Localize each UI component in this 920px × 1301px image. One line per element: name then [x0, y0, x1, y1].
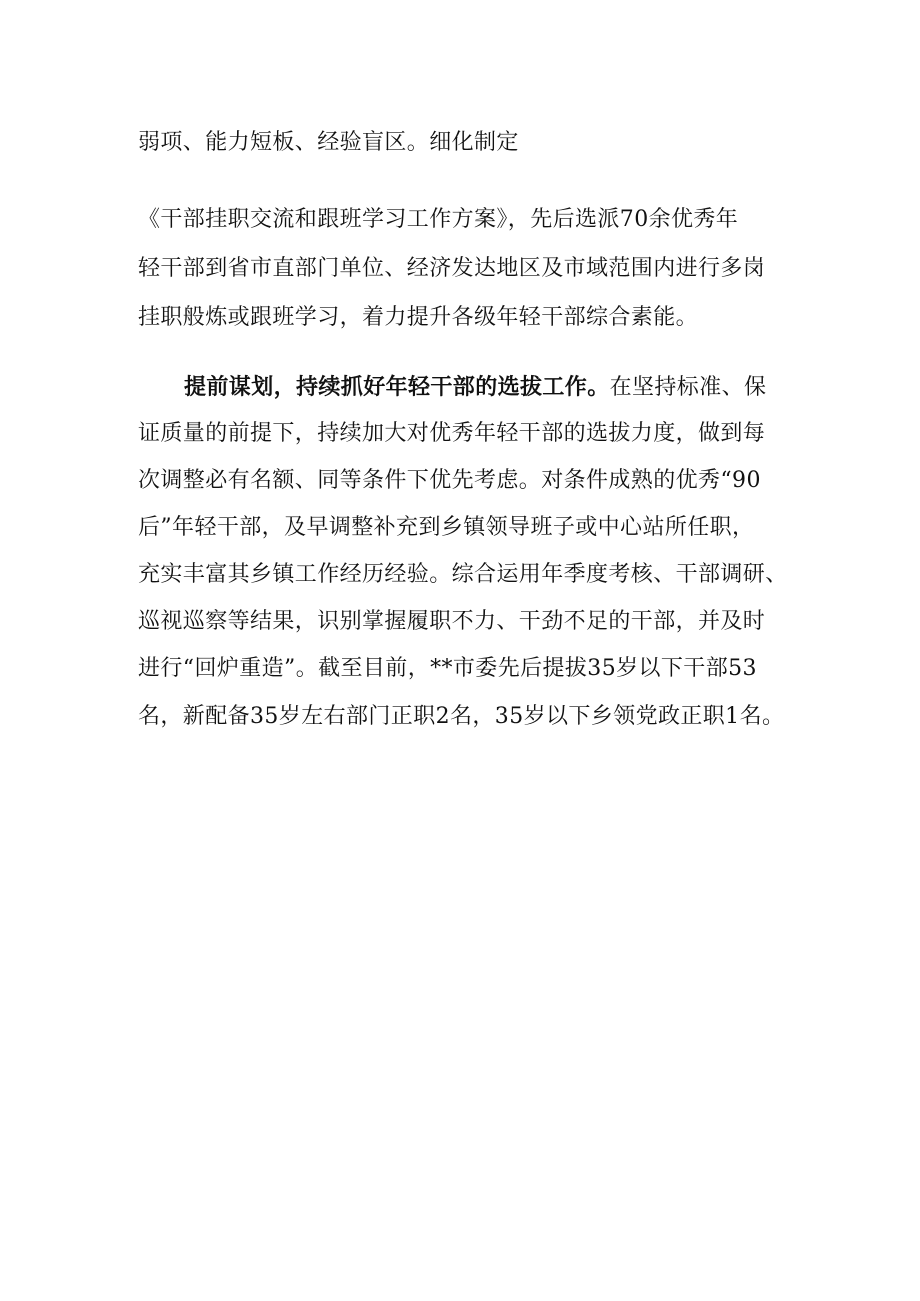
paragraph-3-first-line-rest: 在坚持标准、保	[609, 375, 767, 400]
paragraph-3-line-2: 证质量的前提下，持续加大对优秀年轻干部的选拔力度，做到每	[138, 421, 766, 446]
paragraph-2-line-3: 挂职般炼或跟班学习，着力提升各级年轻干部综合素能。	[138, 305, 699, 330]
paragraph-2-line-1: 《干部挂职交流和跟班学习工作方案》，先后选派70余优秀年	[138, 207, 739, 232]
paragraph-2-line-2: 轻干部到省市直部门单位、经济发达地区及市域范围内进行多岗	[138, 256, 766, 281]
paragraph-3-line-3: 次调整必有名额、同等条件下优先考虑。对条件成熟的优秀“90	[138, 468, 761, 493]
paragraph-3-heading: 提前谋划，持续抓好年轻干部的选拔工作。	[184, 374, 610, 400]
paragraph-3-line-1	[184, 372, 766, 403]
paragraph-3-line-8: 名，新配备35岁左右部门正职2名，35岁以下乡领党政正职1名。	[138, 704, 785, 729]
paragraph-3-line-4: 后”年轻干部，及早调整补充到乡镇领导班子或中心站所任职，	[138, 515, 755, 540]
paragraph-3-line-7: 进行“回炉重造”。截至目前，**市委先后提拔35岁以下干部53	[138, 656, 757, 681]
paragraph-3-line-5: 充实丰富其乡镇工作经历经验。综合运用年季度考核、干部调研、	[138, 562, 788, 587]
paragraph-3-line-6: 巡视巡察等结果，识别掌握履职不力、干劲不足的干部，并及时	[138, 609, 766, 634]
paragraph-1-line-1: 弱项、能力短板、经验盲区。细化制定	[138, 130, 519, 155]
